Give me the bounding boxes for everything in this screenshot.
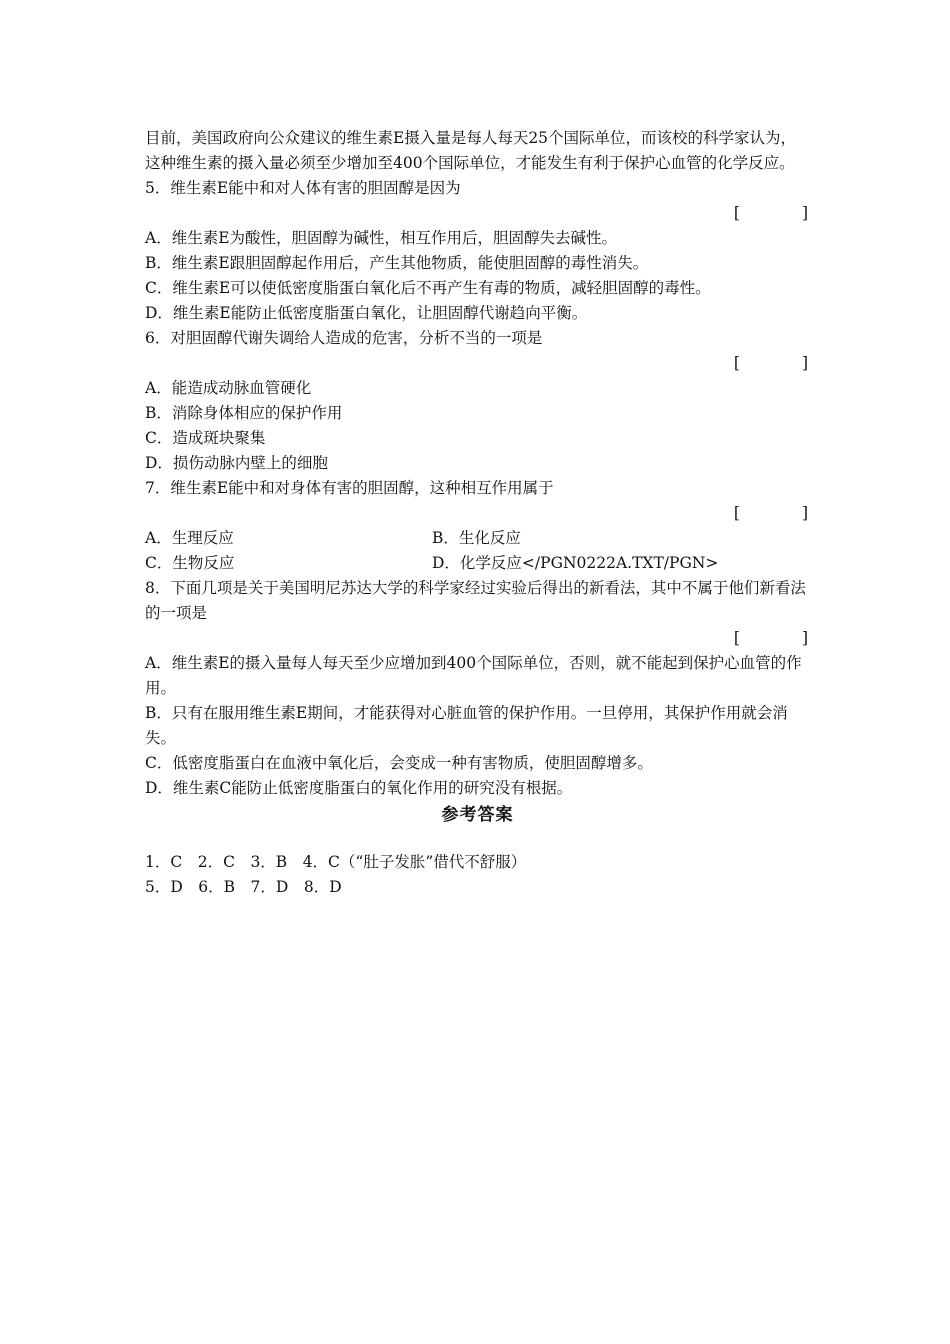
question-8-option-b: B．只有在服用维生素E期间，才能获得对心脏血管的保护作用。一旦停用，其保护作用就会消失。 [145,704,788,747]
answer-bracket: [ ] [733,504,808,522]
intro-paragraph: 目前，美国政府向公众建议的维生素E摄入量是每人每天25个国际单位，而该校的科学家认为，这种维生素的摄入量必须至少增加至400个国际单位，才能发生有利于保护心血管的化学反应。 [145,129,797,172]
question-8-option-a: A．维生素E的摄入量每人每天至少应增加到400个国际单位，否则，就不能起到保护心血管的作用。 [145,654,802,697]
question-7-stem: 7．维生素E能中和对身体有害的胆固醇，这种相互作用属于 [145,479,554,497]
question-5-option-a: A．维生素E为酸性，胆固醇为碱性，相互作用后，胆固醇失去碱性。 [145,229,618,247]
question-6-option-b: B．消除身体相应的保护作用 [145,404,343,422]
question-6-stem: 6．对胆固醇代谢失调给人造成的危害，分析不当的一项是 [145,329,543,347]
question-7-option-d: D．化学反应</PGN0222A.TXT/PGN> [432,554,719,572]
answer-bracket: [ ] [733,629,808,647]
question-7-option-a: A．生理反应 [145,529,234,547]
question-6-option-d: D．损伤动脉内壁上的细胞 [145,454,328,472]
question-6-option-a: A．能造成动脉血管硬化 [145,379,312,397]
answer-bracket: [ ] [733,204,808,222]
question-5-stem: 5．维生素E能中和对人体有害的胆固醇是因为 [145,179,461,197]
question-6-option-c: C．造成斑块聚集 [145,429,266,447]
answer-key-title: 参考答案 [441,805,514,825]
answer-key-line-2: 5．D 6．B 7．D 8．D [145,878,342,896]
document-body [145,126,810,900]
question-7-option-b: B．生化反应 [432,529,521,547]
question-5-option-d: D．维生素E能防止低密度脂蛋白氧化，让胆固醇代谢趋向平衡。 [145,304,588,322]
question-7-option-c: C．生物反应 [145,554,235,572]
question-5-option-c: C．维生素E可以使低密度脂蛋白氧化后不再产生有毒的物质，减轻胆固醇的毒性。 [145,279,711,297]
answer-key-line-1: 1．C 2．C 3．B 4．C（“肚子发胀”借代不舒服） [145,853,527,871]
question-7-options-row-2 [145,551,810,576]
question-7-options-row-1 [145,526,810,551]
question-5-option-b: B．维生素E跟胆固醇起作用后，产生其他物质，能使胆固醇的毒性消失。 [145,254,649,272]
question-8-option-d: D．维生素C能防止低密度脂蛋白的氧化作用的研究没有根据。 [145,779,573,797]
question-8-option-c: C．低密度脂蛋白在血液中氧化后，会变成一种有害物质，使胆固醇增多。 [145,754,653,772]
question-8-stem: 8．下面几项是关于美国明尼苏达大学的科学家经过实验后得出的新看法，其中不属于他们新看法的一项是 [145,579,806,622]
answer-bracket: [ ] [733,354,808,372]
